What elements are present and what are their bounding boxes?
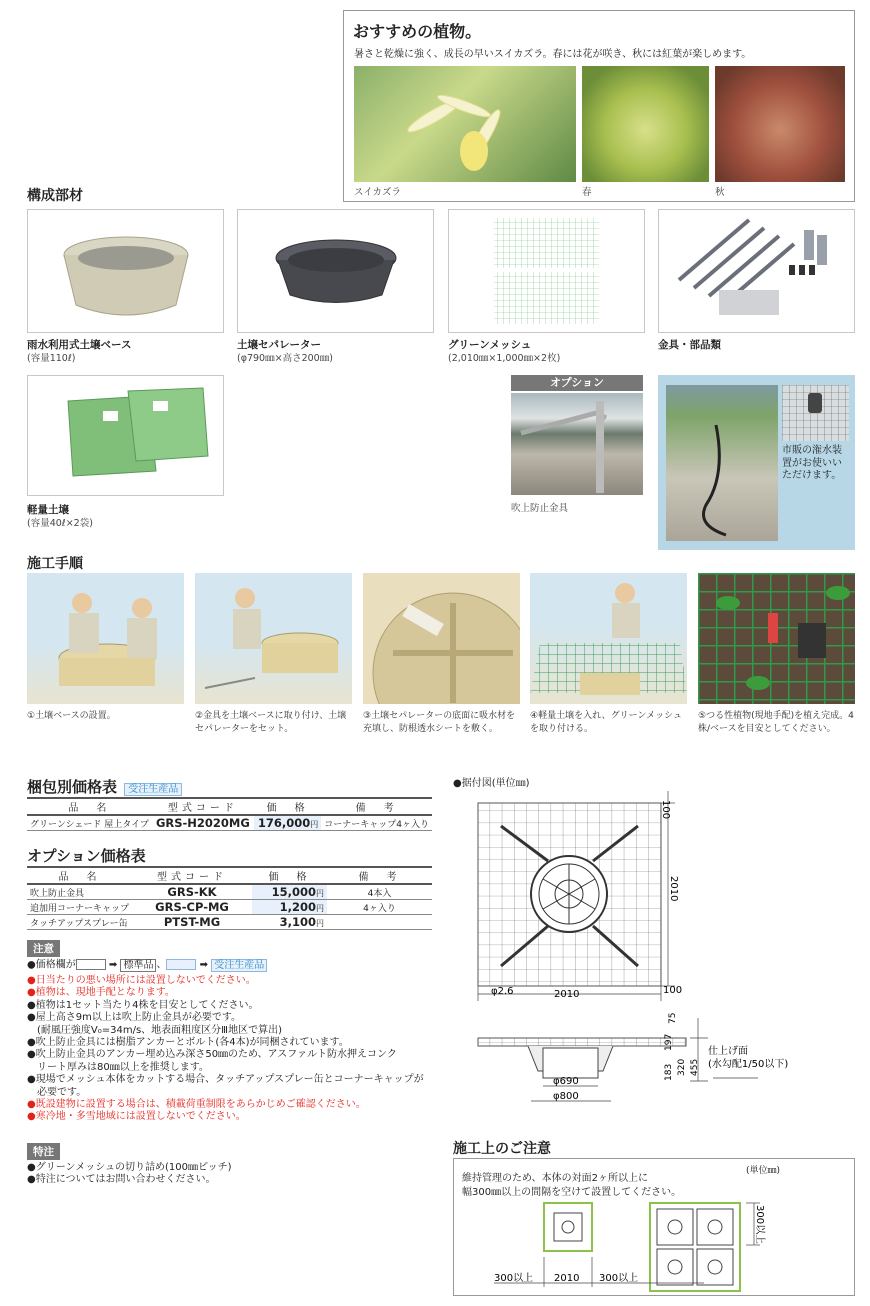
row-price: 176,000円 — [254, 815, 321, 831]
caution-line: ●吹上防止金具のアンカー埋め込み深さ50㎜のため、アスファルト防水押えコンク — [27, 1049, 397, 1061]
step-image-5 — [698, 573, 855, 704]
row-code: PTST-MG — [132, 915, 252, 930]
caution-list — [27, 975, 437, 1124]
dim-320: 320 — [677, 1058, 687, 1076]
component-sub-2: (φ790㎜×高さ200㎜) — [237, 353, 333, 364]
component-soil-bags-image — [27, 375, 224, 496]
caution-line: ●吹上防止金具には樹脂アンカーとボルト(各4本)が同梱されています。 — [27, 1037, 349, 1049]
photo-caption-2: 春 — [582, 187, 592, 198]
row-name: グリーンシェード 屋上タイプ — [27, 815, 152, 831]
component-label-5: 軽量土壌 — [27, 504, 69, 516]
caution-tag: 注意 — [27, 940, 60, 957]
col-name: 品 名 — [27, 867, 132, 884]
photo-caption-1: スイカズラ — [354, 187, 402, 198]
component-separator-image — [237, 209, 434, 333]
row-price: 1,200円 — [252, 900, 327, 915]
install-title: 施工上のご注意 — [453, 1141, 551, 1157]
caution-line: 必要です。 — [27, 1086, 87, 1098]
option-tag: オプション — [511, 375, 643, 391]
finish-note: (水勾配1/50以下) — [708, 1059, 789, 1070]
install-line2: 幅300㎜以上の間隔を空けて設置してください。 — [462, 1187, 682, 1198]
irrigation-panel — [658, 375, 855, 550]
photo-spring — [582, 66, 709, 182]
option-table-title: オプション価格表 — [27, 847, 146, 865]
components-title: 構成部材 — [27, 188, 83, 204]
dim-d690: φ690 — [553, 1076, 579, 1087]
component-soil-base-image — [27, 209, 224, 333]
dim-top: 100 — [660, 800, 671, 820]
table-row — [27, 815, 432, 831]
install-unit: (単位㎜) — [746, 1166, 781, 1176]
irrigation-note: 市販の潅水装置がお使いいただけます。 — [782, 445, 842, 481]
step-caption-4: ④軽量土壌を入れ、グリーンメッシュを取り付ける。 — [530, 711, 682, 734]
step-caption-2: ②金具を土壌ベースに取り付け、土壌セパレーターをセット。 — [195, 711, 347, 734]
row-code: GRS-CP-MG — [132, 900, 252, 915]
dim-right: 2010 — [668, 876, 679, 902]
install-dim-2: 2010 — [554, 1273, 580, 1284]
dim-75: 75 — [668, 1012, 678, 1024]
dim-455: 455 — [690, 1058, 700, 1076]
component-sub-3: (2,010㎜×1,000㎜×2枚) — [448, 353, 561, 364]
caution-line: ●屋上高さ9m以上は吹上防止金具が必要です。 — [27, 1012, 242, 1024]
row-price: 3,100円 — [252, 915, 327, 930]
step-image-3 — [363, 573, 520, 704]
price-table-header — [27, 776, 182, 797]
row-remark: 4ヶ入り — [327, 900, 432, 915]
component-label-4: 金具・部品類 — [658, 339, 721, 351]
col-code: 型式コード — [152, 798, 254, 815]
component-hardware-image — [658, 209, 855, 333]
drawing-title: ●据付図(単位㎜) — [453, 778, 530, 789]
made-to-order-badge: 受注生産品 — [124, 783, 182, 796]
step-image-1 — [27, 573, 184, 704]
finish-label: 仕上げ面 — [708, 1046, 748, 1057]
row-remark — [327, 915, 432, 930]
caution-line: ●植物は1セット当たり4株を目安としてください。 — [27, 999, 259, 1011]
row-name: 吹上防止金具 — [27, 884, 132, 900]
row-code: GRS-H2020MG — [152, 815, 254, 831]
install-dim-3: 300以上 — [599, 1273, 639, 1284]
component-label-3: グリーンメッシュ — [448, 339, 532, 351]
dim-bottom: 2010 — [554, 989, 580, 1000]
faucet-photo — [782, 385, 849, 441]
caution-legend: ●価格欄が ➡ 標準品 、 ➡ 受注生産品 — [27, 959, 267, 972]
dim-d800: φ800 — [553, 1091, 579, 1102]
row-name: タッチアップスプレー缶 — [27, 915, 132, 930]
caution-line: ●既設建物に設置する場合は、積載荷重制限をあらかじめご確認ください。 — [27, 1099, 366, 1111]
table-row — [27, 915, 432, 930]
step-caption-3: ③土壌セパレーターの底面に吸水材を充填し、防根透水シートを敷く。 — [363, 711, 516, 734]
component-sub-1: (容量110ℓ) — [27, 353, 76, 364]
component-label-1: 雨水利用式土壌ベース — [27, 339, 132, 351]
steps-title: 施工手順 — [27, 556, 83, 572]
caution-line: (耐風圧強度V₀=34m/s、地表面粗度区分Ⅲ地区で算出) — [27, 1024, 282, 1036]
caution-line: ●寒冷地・多雪地域には設置しないでください。 — [27, 1111, 246, 1123]
photo-autumn — [715, 66, 845, 182]
step-caption-5: ⑤つる性植物(現地手配)を植え完成。4株/ベースを目安としてください。 — [698, 711, 854, 734]
install-box — [453, 1158, 855, 1296]
col-remark: 備 考 — [321, 798, 432, 815]
table-row — [27, 900, 432, 915]
caution-line: リート厚みは80㎜以上を推奨します。 — [27, 1061, 209, 1073]
irrigation-photo — [666, 385, 778, 541]
step-image-2 — [195, 573, 352, 704]
install-line1: 維持管理のため、本体の対面2ヶ所以上に — [462, 1173, 648, 1184]
step-image-4 — [530, 573, 687, 704]
dim-bl: φ2.6 — [491, 986, 514, 997]
option-table — [27, 866, 432, 930]
caution-line: ●日当たりの悪い場所には設置しないでください。 — [27, 975, 256, 986]
install-dim-4: 300以上 — [754, 1205, 765, 1245]
col-price: 価 格 — [252, 867, 327, 884]
option-caption: 吹上防止金具 — [511, 503, 569, 514]
dim-183: 183 — [664, 1063, 674, 1081]
plants-title: おすすめの植物。 — [353, 22, 482, 41]
special-line: ●グリーンメッシュの切り詰め(100㎜ピッチ) — [27, 1162, 232, 1173]
row-name: 追加用コーナーキャップ — [27, 900, 132, 915]
col-code: 型式コード — [132, 867, 252, 884]
row-price: 15,000円 — [252, 884, 327, 900]
component-label-2: 土壌セパレーター — [237, 339, 321, 351]
col-remark: 備 考 — [327, 867, 432, 884]
price-table — [27, 797, 432, 831]
component-mesh-image — [448, 209, 645, 333]
install-layout-diagram — [454, 1197, 854, 1295]
row-remark: コーナーキャップ4ヶ入り — [321, 815, 432, 831]
component-sub-5: (容量40ℓ×2袋) — [27, 518, 93, 529]
row-code: GRS-KK — [132, 884, 252, 900]
dim-br: 100 — [663, 985, 683, 996]
price-table-title: 梱包別価格表 — [27, 778, 118, 796]
table-row — [27, 884, 432, 900]
plants-box — [343, 10, 855, 202]
caution-line: ●現場でメッシュ本体をカットする場合、タッチアップスプレー缶とコーナーキャップが — [27, 1074, 424, 1086]
col-name: 品 名 — [27, 798, 152, 815]
caution-line: ●植物は、現地手配となります。 — [27, 987, 175, 999]
install-dim-1: 300以上 — [494, 1273, 534, 1284]
installation-drawing — [453, 786, 853, 1116]
dim-197: 197 — [664, 1033, 674, 1051]
option-photo — [511, 393, 643, 495]
col-price: 価 格 — [254, 798, 321, 815]
special-list — [27, 1162, 232, 1187]
row-remark: 4本入 — [327, 884, 432, 900]
step-caption-1: ①土壌ベースの設置。 — [27, 711, 116, 721]
plants-desc: 暑さと乾燥に強く、成長の早いスイカズラ。春には花が咲き、秋には紅葉が楽しめます。 — [354, 49, 752, 60]
photo-suikazura — [354, 66, 576, 182]
special-line: ●特注についてはお問い合わせください。 — [27, 1174, 216, 1186]
special-tag: 特注 — [27, 1143, 60, 1160]
photo-caption-3: 秋 — [715, 187, 725, 198]
